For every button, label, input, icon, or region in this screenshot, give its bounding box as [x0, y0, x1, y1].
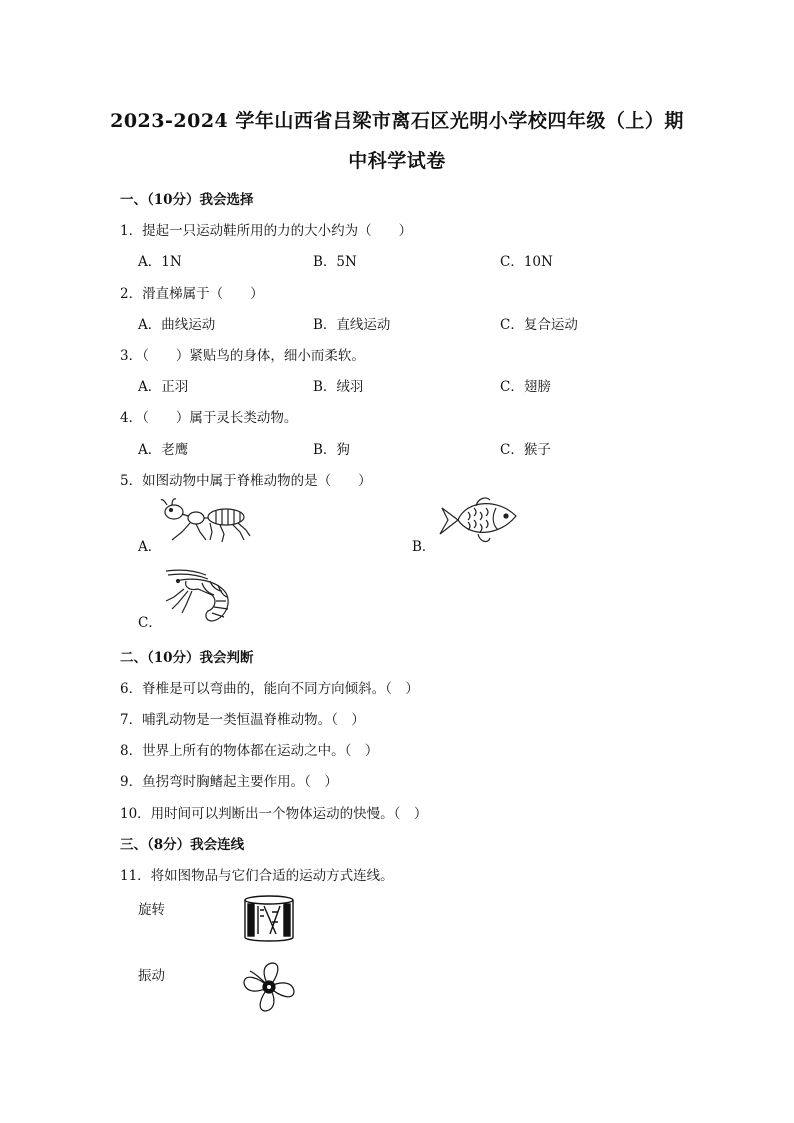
- question-11: 11．将如图物品与它们合适的运动方式连线。: [120, 868, 394, 884]
- label-vibrate: 振动: [138, 968, 165, 984]
- q2-option-a: A．曲线运动: [138, 317, 216, 333]
- q4-option-a: A．老鹰: [138, 442, 189, 458]
- q3-option-c: C．翅膀: [500, 379, 551, 395]
- q2-option-c: C．复合运动: [500, 317, 578, 333]
- q5-option-b: B．: [412, 539, 436, 555]
- question-1: 1．提起一只运动鞋所用的力的大小约为（ ）: [120, 223, 413, 239]
- q1-option-c: C．10N: [500, 254, 553, 270]
- section-heading-judge: 二、（10分）我会判断: [120, 650, 254, 666]
- fish-icon: [436, 494, 520, 546]
- exam-title-line2: 中科学试卷: [348, 150, 446, 172]
- question-6: 6．脊椎是可以弯曲的，能向不同方向倾斜。（ ）: [120, 681, 419, 697]
- shrimp-icon: [162, 567, 234, 625]
- label-rotate: 旋转: [138, 902, 165, 918]
- fan-icon: [242, 961, 296, 1013]
- q4-option-c: C．猴子: [500, 442, 551, 458]
- exam-title-line1: 2023-2024 学年山西省吕梁市离石区光明小学校四年级（上）期: [110, 110, 684, 132]
- q1-option-b: B．5N: [313, 254, 357, 270]
- question-8: 8．世界上所有的物体都在运动之中。（ ）: [120, 743, 379, 759]
- question-9: 9．鱼拐弯时胸鳍起主要作用。（ ）: [120, 774, 338, 790]
- question-2: 2．滑直梯属于（ ）: [120, 286, 264, 302]
- question-3: 3．（ ）紧贴鸟的身体，细小而柔软。: [120, 348, 365, 364]
- drum-icon: [242, 894, 296, 944]
- q5-option-c: C．: [138, 615, 162, 631]
- q4-option-b: B．狗: [313, 442, 350, 458]
- question-5: 5．如图动物中属于脊椎动物的是（ ）: [120, 473, 372, 489]
- section-heading-choice: 一、（10分）我会选择: [120, 192, 254, 208]
- q3-option-b: B．绒羽: [313, 379, 364, 395]
- ant-icon: [160, 498, 252, 546]
- section-heading-match: 三、（8分）我会连线: [120, 837, 245, 853]
- question-4: 4．（ ）属于灵长类动物。: [120, 410, 298, 426]
- q3-option-a: A．正羽: [138, 379, 189, 395]
- q1-option-a: A．1N: [138, 254, 182, 270]
- q5-option-a: A．: [138, 539, 162, 555]
- question-10: 10．用时间可以判断出一个物体运动的快慢。（ ）: [120, 806, 428, 822]
- q2-option-b: B．直线运动: [313, 317, 391, 333]
- question-7: 7．哺乳动物是一类恒温脊椎动物。（ ）: [120, 712, 365, 728]
